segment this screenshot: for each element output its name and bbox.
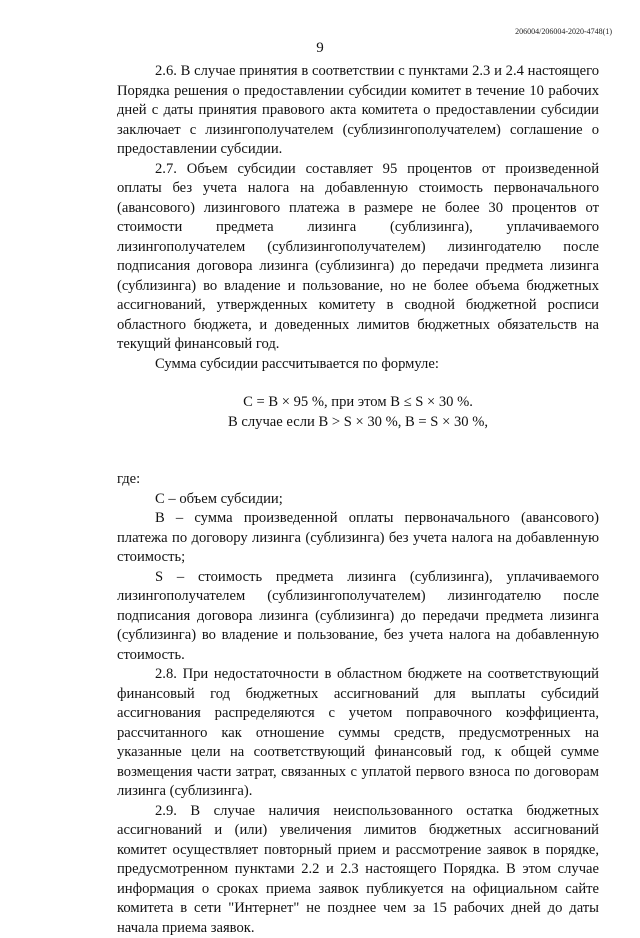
paragraph-2-8: 2.8. При недостаточности в областном бюджете на соответствующий финансовый год бюджетных ассигнований для выплаты субсидий ассигнования распределяются с учетом поправочного коэффициента, рассчитанного как отношение суммы средств, предусмотренных на указанные цели на соответствующий финансовый год, к общей сумме возмещения части затрат, связанных с уплатой первого взноса по договорам лизинга (сублизинга). <box>117 665 599 802</box>
formula-intro: Сумма субсидии рассчитывается по формуле: <box>117 355 599 375</box>
paragraph-2-7: 2.7. Объем субсидии составляет 95 процентов от произведенной оплаты без учета налога на добавленную стоимость первоначального (авансового) лизингового платежа в размере не более 30 процентов от стоимости предмета лизинга (сублизинга), уплачиваемого лизингополучателем (сублизингополучателем) лизингодателю после подписания договора лизинга (сублизинга) до передачи предмета лизинга (сублизинга) во владение и пользование, но не более объема бюджетных ассигнований, утвержденных комитету в сводной бюджетной росписи областного бюджета, и доведенных лимитов бюджетных обязательств на текущий финансовый год. <box>117 160 599 355</box>
document-body <box>117 62 599 938</box>
where-label: где: <box>117 470 599 490</box>
definition-s: S – стоимость предмета лизинга (сублизинга), уплачиваемого лизингополучателем (сублизингополучателем) лизингодателю после подписания договора лизинга (сублизинга) до передачи предмета лизинга (сублизинга) во владение и пользование, без учета налога на добавленную стоимость. <box>117 568 599 666</box>
document-id: 206004/206004-2020-4748(1) <box>515 27 612 36</box>
formula-line-2: В случае если В > S × 30 %, В = S × 30 %, <box>117 413 599 433</box>
formula-line-1: С = В × 95 %, при этом В ≤ S × 30 %. <box>117 393 599 413</box>
paragraph-2-9: 2.9. В случае наличия неиспользованного остатка бюджетных ассигнований и (или) увеличения лимитов бюджетных ассигнований комитет осуществляет повторный прием и рассмотрение заявок в порядке, предусмотренном пунктами 2.2 и 2.3 настоящего Порядка. В этом случае информация о сроках приема заявок публикуется на официальном сайте комитета в сети "Интернет" не позднее чем за 15 рабочих дней до даты начала приема заявок. <box>117 802 599 938</box>
paragraph-2-6: 2.6. В случае принятия в соответствии с пунктами 2.3 и 2.4 настоящего Порядка решения о предоставлении субсидии комитет в течение 10 рабочих дней с даты принятия правового акта комитета о предоставлении субсидии заключает с лизингополучателем (сублизингополучателем) соглашение о предоставлении субсидии. <box>117 62 599 160</box>
definition-c: С – объем субсидии; <box>117 490 599 510</box>
definition-b: В – сумма произведенной оплаты первоначального (авансового) платежа по договору лизинга (сублизинга) без учета налога на добавленную стоимость; <box>117 509 599 568</box>
page-number: 9 <box>0 40 640 57</box>
